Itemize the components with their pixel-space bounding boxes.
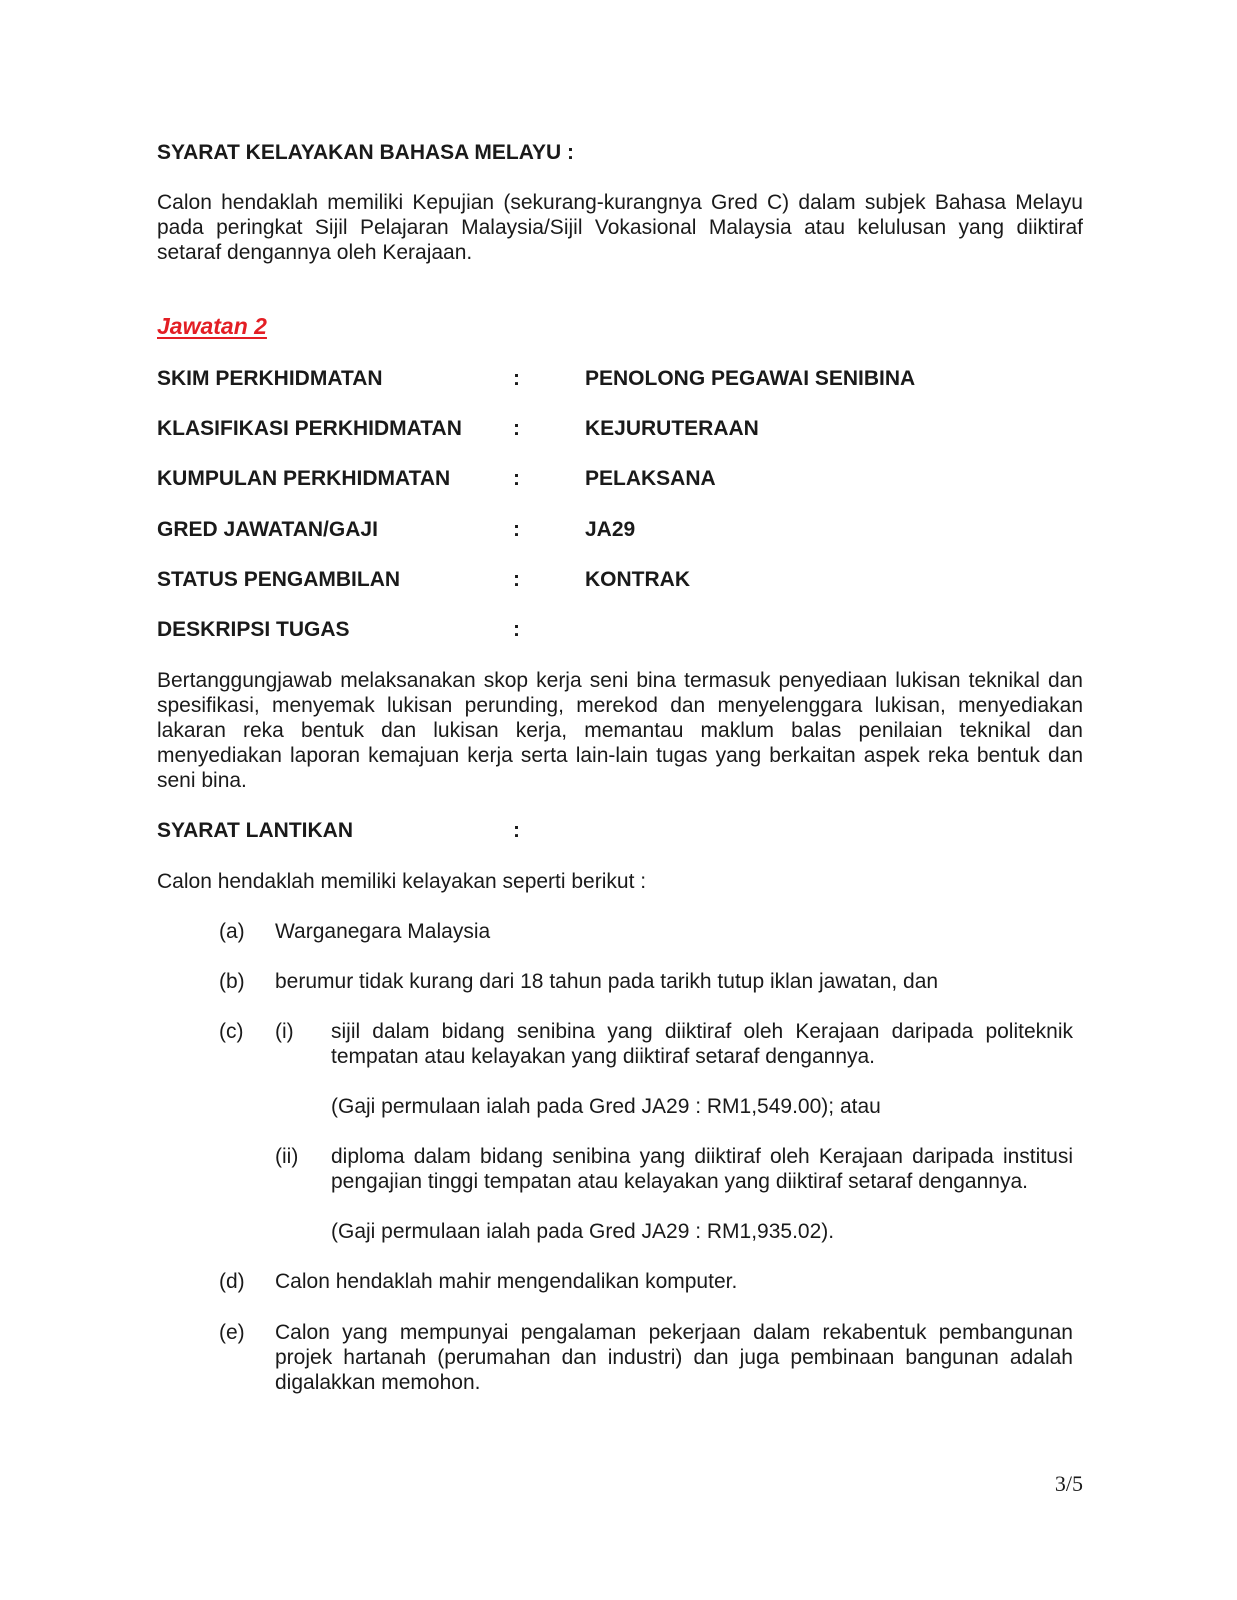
field-separator: : [513, 367, 520, 390]
position-title: Jawatan 2 [157, 313, 267, 339]
list-marker: (b) [219, 970, 245, 993]
field-label: KUMPULAN PERKHIDMATAN [157, 467, 451, 490]
salary-note: (Gaji permulaan ialah pada Gred JA29 : RM1,549.00); atau [331, 1095, 881, 1118]
field-separator: : [513, 518, 520, 541]
field-label: SKIM PERKHIDMATAN [157, 367, 383, 390]
sub-list-item-text: sijil dalam bidang senibina yang diiktiraf oleh Kerajaan daripada politeknik tempatan atau kelayakan yang diiktiraf setaraf dengannya. [331, 1020, 1073, 1068]
list-item-text: berumur tidak kurang dari 18 tahun pada tarikh tutup iklan jawatan, dan [275, 970, 939, 993]
requirements-intro: Calon hendaklah memiliki kelayakan seperti berikut : [157, 870, 647, 893]
list-marker: (d) [219, 1270, 245, 1293]
field-row-status [157, 567, 1083, 592]
list-item-text: Calon hendaklah mahir mengendalikan komputer. [275, 1270, 738, 1293]
field-separator: : [513, 618, 520, 641]
field-separator: : [513, 568, 520, 591]
salary-note: (Gaji permulaan ialah pada Gred JA29 : RM1,935.02). [331, 1220, 835, 1243]
field-row-syarat-lantikan [157, 818, 1083, 843]
sub-list-marker: (i) [275, 1020, 294, 1043]
field-separator: : [513, 417, 520, 440]
field-row-kumpulan [157, 466, 1083, 491]
field-row-gred [157, 517, 1083, 542]
field-row-deskripsi [157, 617, 1083, 642]
field-row-skim [157, 366, 1083, 391]
list-marker: (e) [219, 1321, 245, 1344]
bm-requirement-text: Calon hendaklah memiliki Kepujian (sekurang-kurangnya Gred C) dalam subjek Bahasa Melayu pada peringkat Sijil Pelajaran Malaysia/Sijil Vokasional Malaysia atau kelulusan yang diiktiraf setaraf dengannya oleh Kerajaan. [157, 191, 1083, 264]
list-item-text: Warganegara Malaysia [275, 920, 491, 943]
field-label: KLASIFIKASI PERKHIDMATAN [157, 417, 462, 440]
field-value: KONTRAK [585, 568, 690, 591]
field-value: JA29 [585, 518, 636, 541]
field-separator: : [513, 819, 520, 842]
duties-paragraph: Bertanggungjawab melaksanakan skop kerja seni bina termasuk penyediaan lukisan teknikal dan spesifikasi, menyemak lukisan perunding, merekod dan menyelenggara lukisan, menyediakan lakaran reka bentuk dan lukisan kerja, memantau maklum balas penilaian teknikal dan menyediakan laporan kemajuan kerja serta lain-lain tugas yang berkaitan aspek reka bentuk dan seni bina. [157, 669, 1083, 792]
field-separator: : [513, 467, 520, 490]
bm-requirement-heading: SYARAT KELAYAKAN BAHASA MELAYU : [157, 141, 574, 164]
page-number: 3/5 [1054, 1471, 1083, 1496]
field-value: PELAKSANA [585, 467, 716, 490]
list-marker: (a) [219, 920, 245, 943]
sub-list-marker: (ii) [275, 1145, 299, 1168]
field-label: STATUS PENGAMBILAN [157, 568, 401, 591]
list-marker: (c) [219, 1020, 244, 1043]
field-value: PENOLONG PEGAWAI SENIBINA [585, 367, 916, 390]
list-item-text: Calon yang mempunyai pengalaman pekerjaan dalam rekabentuk pembangunan projek hartanah (perumahan dan industri) dan juga pembinaan bangunan adalah digalakkan memohon. [275, 1321, 1073, 1394]
field-row-klasifikasi [157, 416, 1083, 441]
sub-list-item-text: diploma dalam bidang senibina yang diiktiraf oleh Kerajaan daripada institusi pengajian tinggi tempatan atau kelayakan yang diiktiraf setaraf dengannya. [331, 1145, 1073, 1193]
field-value: KEJURUTERAAN [585, 417, 759, 440]
field-label: DESKRIPSI TUGAS [157, 618, 350, 641]
field-label: GRED JAWATAN/GAJI [157, 518, 378, 541]
field-label: SYARAT LANTIKAN [157, 819, 354, 842]
